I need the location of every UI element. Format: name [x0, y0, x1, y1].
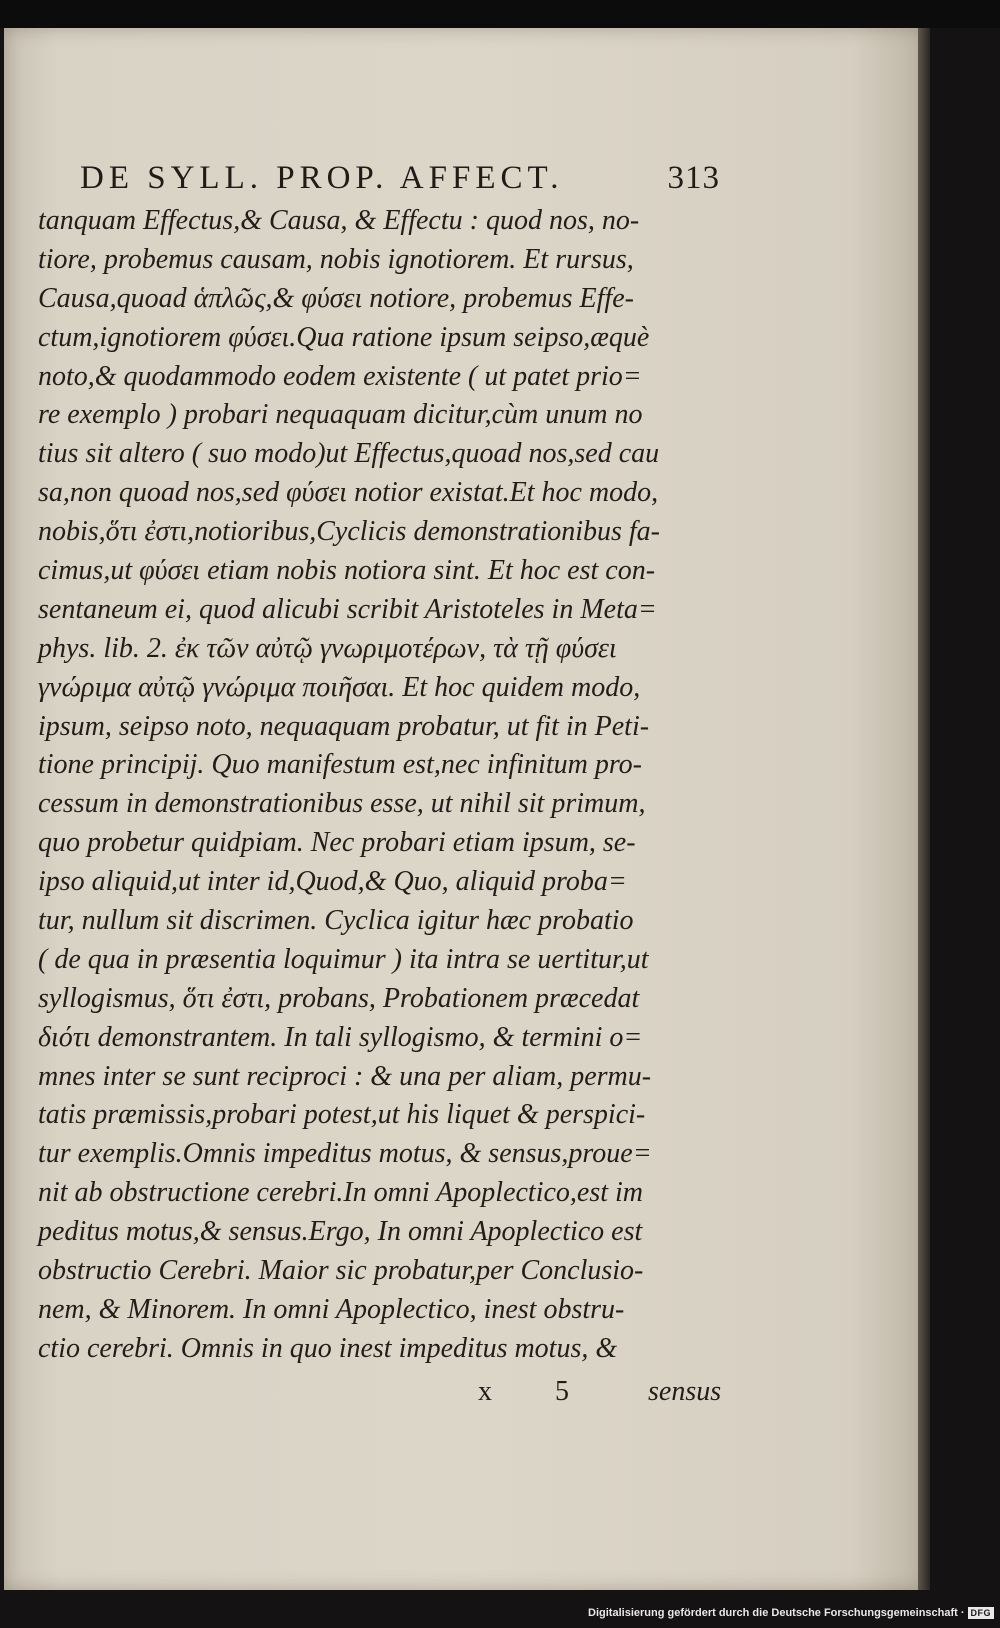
text-line: tatis præmissis,probari potest,ut his liquet & perspici- [38, 1099, 646, 1131]
catchword: sensus [648, 1376, 722, 1407]
text-line: ( de qua in præsentia loquimur ) ita intra se uertitur,ut [38, 943, 649, 975]
text-line: tiore, probemus causam, nobis ignotiorem. Et rursus, [38, 243, 634, 275]
text-line: syllogismus, ὅτι ἐστι, probans, Probationem præcedat [38, 982, 640, 1014]
text-line: tanquam Effectus,& Causa, & Effectu : quod nos, no- [38, 205, 640, 236]
signature-mark: x 5 [478, 1376, 597, 1407]
text-line: γνώριμα αὐτῷ γνώριμα ποιῆσαι. Et hoc quidem modo, [38, 671, 641, 703]
text-line: tione principij. Quo manifestum est,nec infinitum pro- [38, 749, 643, 781]
text-line: nit ab obstructione cerebri.In omni Apoplectico,est im [38, 1177, 644, 1209]
running-head-title: DE SYLL. PROP. AFFECT. [80, 160, 564, 196]
text-line: Causa,quoad ἁπλῶς,& φύσει notiore, probemus Effe- [38, 282, 634, 314]
text-line: re exemplo ) probari nequaquam dicitur,cùm unum no [38, 399, 643, 431]
text-line: nem, & Minorem. In omni Apoplectico, inest obstru- [38, 1293, 625, 1325]
text-line: noto,& quodammodo eodem existente ( ut patet prio= [38, 360, 642, 392]
text-line: peditus motus,& sensus.Ergo, In omni Apoplectico est [38, 1216, 643, 1248]
text-line: cessum in demonstrationibus esse, ut nihil sit primum, [38, 788, 646, 820]
text-line: mnes inter se sunt reciproci : & una per aliam, permu- [38, 1060, 652, 1092]
running-head [80, 160, 720, 197]
scan-top-strip [0, 0, 1000, 28]
text-line: nobis,ὅτι ἐστι,notioribus,Cyclicis demonstrationibus fa- [38, 516, 661, 548]
page-number: 313 [667, 160, 720, 196]
text-line: obstructio Cerebri. Maior sic probatur,per Conclusio- [38, 1255, 644, 1287]
dfg-logo-icon: DFG [968, 1607, 995, 1619]
credit-text: Digitalisierung gefördert durch die Deutsche Forschungsgemeinschaft [588, 1607, 958, 1619]
digitization-credit: Digitalisierung gefördert durch die Deutsche Forschungsgemeinschaft · DFG [588, 1604, 994, 1622]
body-text [38, 202, 728, 1369]
text-line: διότι demonstrantem. In tali syllogismo, & termini o= [38, 1021, 643, 1053]
text-line: ipso aliquid,ut inter id,Quod,& Quo, aliquid proba= [38, 866, 627, 898]
signature-line [38, 1372, 728, 1412]
text-line: quo probetur quidpiam. Nec probari etiam ipsum, se- [38, 827, 636, 859]
text-line: tur exemplis.Omnis impeditus motus, & sensus,proue= [38, 1138, 652, 1170]
text-line: tur, nullum sit discrimen. Cyclica igitur hæc probatio [38, 905, 634, 937]
text-line: tius sit altero ( suo modo)ut Effectus,quoad nos,sed cau [38, 438, 660, 470]
text-line: sentaneum ei, quod alicubi scribit Aristoteles in Meta= [38, 593, 657, 625]
text-line: sa,non quoad nos,sed φύσει notior existat.Et hoc modo, [38, 477, 659, 509]
text-line: phys. lib. 2. ἐκ τῶν αὐτῷ γνωριμοτέρων, τὰ τῇ φύσει [38, 632, 617, 664]
text-line: cimus,ut φύσει etiam nobis notiora sint. Et hoc est con- [38, 555, 656, 587]
text-line: ctum,ignotiorem φύσει.Qua ratione ipsum seipso,æquè [38, 321, 650, 353]
text-line: ipsum, seipso noto, nequaquam probatur, ut fit in Peti- [38, 710, 650, 742]
text-line: ctio cerebri. Omnis in quo inest impeditus motus, & [38, 1332, 618, 1364]
page-edge-shadow [918, 28, 930, 1590]
